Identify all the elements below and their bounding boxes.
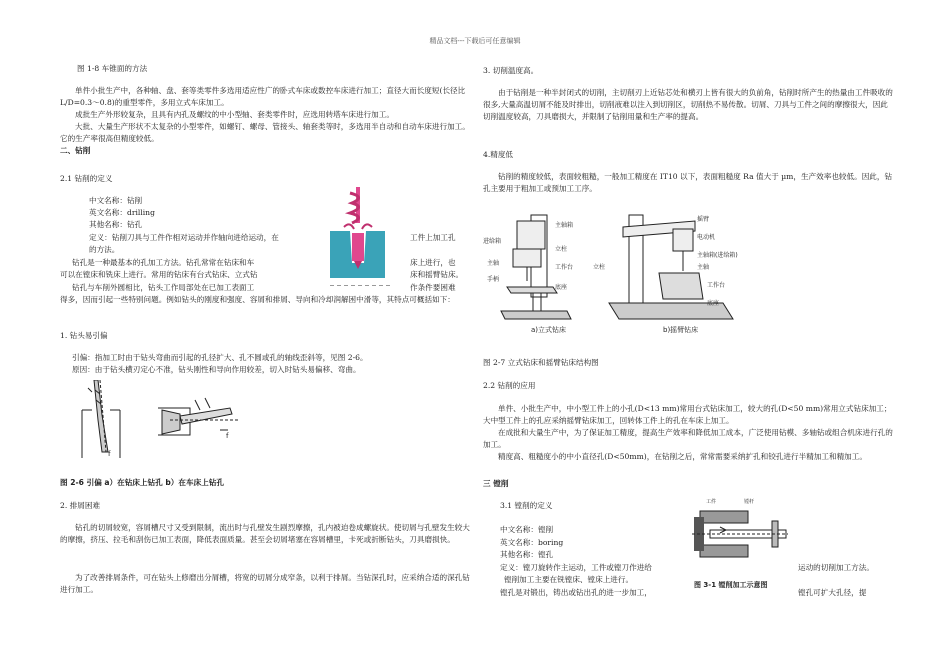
part-label: 底座 [707, 300, 720, 307]
part-label: 手柄 [487, 276, 500, 283]
definition-line: 原因：由于钻头横刃定心不准，钻头刚性和导向作用较差，切入时钻头易偏移、弯曲。 [72, 365, 361, 374]
paragraph: 单件小批生产中，各种轴、盘、套等类零件多选用适应性广的卧式车床或数控车床进行加工；直径大而长度短(长径比 L/D=0.3～0.8)的重型零件，多用立式车床加工。 [60, 86, 466, 107]
paragraph: 大批、大量生产形状不太复杂的小型零件，如螺钉、螺母、管接头、轴套类等时，多选用半自动和自动车床进行加工。它的生产率很高但精度较低。 [60, 122, 470, 143]
paragraph [483, 87, 893, 123]
page-header: 精品文档---下载后可任意编辑 [429, 37, 521, 45]
section-heading: 三 镗削 [483, 479, 509, 488]
definition-line: 英文名称：drilling [89, 208, 155, 217]
paragraph-line: 床和摇臂钻床。 [410, 270, 464, 279]
drill-press-deviation [82, 380, 120, 458]
figure-2-7-caption: 图 2-7 立式钻床和摇臂钻床结构图 [483, 358, 599, 367]
drill-press-structure-figure [483, 207, 745, 335]
part-label: 工作台 [555, 264, 574, 271]
paragraph-line: 作条件要困难 [410, 283, 456, 292]
paragraph-line: 镗孔是对锻出，铸出或钻出孔的进一步加工， [500, 588, 652, 597]
vertical-drill-press [483, 215, 573, 334]
sub-caption-b: b)摇臂钻床 [663, 326, 699, 334]
paragraph-line: 钻孔是一种最基本的孔加工方法。钻孔常常在钻床和车 [72, 258, 255, 267]
paragraph-text: 为了改善排屑条件，可在钻头上修磨出分屑槽，将宽的切屑分成窄条，以利于排屑。当钻深孔时，应采纳合适的深孔钻进行加工。 [60, 573, 470, 594]
paragraph-line: 床上进行，也 [410, 258, 456, 267]
lathe-deviation [108, 398, 240, 458]
definition-line: 中文名称：镗削 [500, 525, 554, 534]
part-label: 镗杆 [744, 499, 755, 505]
definition-line: 运动的切削加工方法。 [798, 563, 874, 572]
part-label: 进给箱 [483, 238, 502, 245]
paragraph-text: 单件、小批生产中，中小型工件上的小孔(D<13 mm)常用台式钻床加工，较大的孔(D<50 mm)常用立式钻床加工；大中型工件上的孔应采纳摇臂钻床加工，回转体工件上的孔在车床上加工。 [483, 404, 892, 425]
radial-drill-press [593, 215, 738, 334]
boring-figure [690, 497, 790, 577]
definition-line: 镗削加工主要在铣镗床、镗床上进行。 [504, 575, 634, 584]
turning-paragraphs [60, 85, 470, 157]
definition-line: 其他名称：镗孔 [500, 550, 554, 559]
definition-line: 工件上加工孔 [410, 233, 456, 242]
definition-line: 英文名称：boring [500, 538, 564, 547]
paragraph-text: 由于钻削是一种半封闭式的切削，主切削刃上近钻芯处和横刃上皆有很大的负前角，钻削时所产生的热量由工件吸收的很多,大量高温切屑不能及时排出，切削液难以注入到切削区，切削热不易传散。切屑、刀具与工件之间的摩擦很大，因此切削温度较高，刀具磨损大，并限制了钻削用量和生产率的提高。 [483, 88, 893, 121]
paragraph-group [483, 403, 893, 463]
paragraph-text: 钻削的精度较低，表面较粗糙，一般加工精度在 IT10 以下，表面粗糙度 Ra 值大于 µm，生产效率也较低。因此，钻孔主要用于粗加工或预加工工序。 [483, 172, 893, 193]
part-label: 立柱 [593, 264, 606, 271]
subsection-heading: 3.1 镗削的定义 [500, 501, 553, 510]
definition-line: 中文名称：钻削 [89, 196, 143, 205]
part-label: 主轴 [487, 260, 500, 267]
paragraph [60, 572, 470, 596]
point-heading: 1. 钻头易引偏 [60, 331, 108, 340]
part-label: 主轴 [697, 264, 710, 271]
paragraph-line: 钻孔与车削外圆相比，钻头工作局部处在已加工表面工 [72, 283, 255, 292]
svg-text:f: f [108, 450, 111, 458]
part-label: 摇臂 [697, 216, 710, 223]
point-heading: 3. 切削温度高。 [483, 66, 539, 75]
figure-1-8-caption: 图 1-8 车锥面的方法 [77, 64, 148, 73]
sub-caption-a: a)立式钻床 [531, 326, 567, 334]
definition-line: 引偏：指加工时由于钻头弯曲而引起的孔径扩大、孔不圆或孔的轴线歪斜等，见图 2-6。 [72, 353, 368, 362]
svg-text:f: f [226, 432, 229, 440]
paragraph-text: 在成批和大量生产中，为了保证加工精度，提高生产效率和降低加工成本，广泛使用钻模、多轴钻或组合机床进行孔的加工。 [483, 428, 893, 449]
part-label: 主轴箱(进给箱) [697, 252, 738, 259]
part-label: 电动机 [697, 234, 716, 241]
subsection-heading: 2.1 钻削的定义 [60, 174, 113, 183]
definition-line: 定义：钻削刀具与工件作相对运动并作轴向进给运动，在 [89, 233, 279, 242]
paragraph: 得多，因而引起一些特别问题。例如钻头的刚度和强度、容屑和排屑、导向和冷却润解困中滑等，其特点可概括如下： [60, 295, 455, 304]
paragraph-text: 精度高、粗糙度小的中小直径孔(D<50mm)，在钻削之后，常常需要采纳扩孔和铰孔进行半精加工和精加工。 [498, 452, 867, 461]
paragraph-line: 镗孔可扩大孔径，提 [798, 588, 867, 597]
paragraph [483, 171, 893, 195]
point-heading: 2. 排屑困难 [60, 501, 101, 510]
section-heading: 二、钻削 [60, 146, 91, 155]
figure-3-1-caption: 图 3-1 镗削加工示意图 [694, 581, 768, 589]
paragraph [60, 522, 470, 546]
subsection-heading: 2.2 钻削的应用 [483, 381, 536, 390]
paragraph-text: 钻孔的切屑较宽，容屑槽尺寸又受到限制，流出时与孔壁发生剧烈摩擦，孔内被迫卷成螺旋状。使切屑与孔壁发生较大的摩擦，挤压、拉毛和刮伤已加工表面，降低表面质量。甚至会切屑堵塞在容屑槽里，卡死或折断钻头，刀具磨损快。 [60, 523, 470, 544]
part-label: 主轴箱 [555, 222, 574, 229]
point-heading: 4.精度低 [483, 150, 514, 159]
definition-line: 其他名称：钻孔 [89, 220, 143, 229]
part-label: 底座 [555, 284, 568, 291]
definition-line: 的方法。 [89, 245, 120, 254]
paragraph: 成批生产外形较复杂，且具有内孔及螺纹的中小型轴、套类零件时，应选用转塔车床进行加工。 [75, 110, 394, 119]
drill-deviation-figure [80, 380, 250, 460]
dashed-divider [330, 284, 390, 287]
figure-2-6-caption: 图 2-6 引偏 a）在钻床上钻孔 b）在车床上钻孔 [60, 478, 224, 487]
part-label: 工作台 [707, 282, 726, 289]
definition-line: 定义：镗刀旋转作主运动，工件或镗刀作进给 [500, 563, 652, 572]
part-label: 立柱 [555, 246, 568, 253]
paragraph-line: 可以在镗床和铣床上进行。常用的钻床有台式钻床、立式钻 [60, 270, 258, 279]
part-label: 工件 [706, 499, 717, 505]
drilling-illustration [330, 183, 385, 281]
